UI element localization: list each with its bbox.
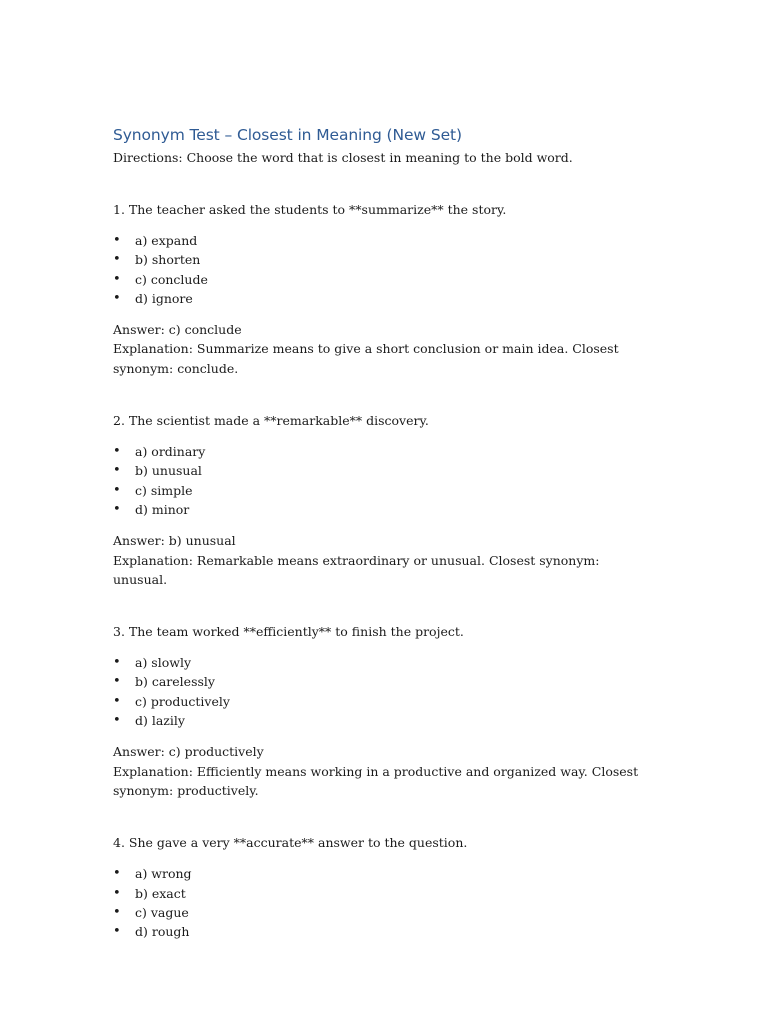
option-item [113,884,653,903]
option-label: b) exact [135,885,186,901]
option-label: a) slowly [135,655,191,671]
bullet-icon: • [113,252,121,268]
question-text: 3. The team worked **efficiently** to finish the project. [113,624,464,640]
question-4 [113,833,653,941]
answer-text: Answer: c) conclude [113,322,242,338]
option-list [113,231,653,308]
option-label: c) productively [135,693,230,709]
bullet-icon: • [113,885,121,901]
bullet-icon: • [113,655,121,671]
option-item [113,500,653,519]
bullet-icon: • [113,693,121,709]
option-label: d) lazily [135,713,185,729]
directions-text: Directions: Choose the word that is closest in meaning to the bold word. [113,150,573,165]
bullet-icon: • [113,904,121,920]
bullet-icon: • [113,482,121,498]
question-text: 2. The scientist made a **remarkable** discovery. [113,413,429,429]
option-label: d) ignore [135,290,193,306]
document-page [113,124,653,941]
option-list [113,442,653,519]
option-label: b) unusual [135,463,202,479]
bullet-icon: • [113,444,121,460]
option-label: c) simple [135,482,193,498]
bullet-icon: • [113,271,121,287]
option-item [113,461,653,480]
option-label: c) vague [135,904,189,920]
option-item [113,289,653,308]
option-label: a) wrong [135,866,192,882]
explanation-text: Explanation: Remarkable means extraordinary or unusual. Closest synonym: unusual. [113,552,600,587]
answer-text: Answer: c) productively [113,744,264,760]
bullet-icon: • [113,866,121,882]
bullet-icon: • [113,924,121,940]
answer-block [113,531,653,589]
bullet-icon: • [113,290,121,306]
option-item [113,711,653,730]
option-label: a) expand [135,233,198,248]
question-2 [113,411,653,589]
option-label: d) rough [135,924,190,940]
bullet-icon: • [113,674,121,690]
answer-block [113,742,653,800]
answer-block [113,320,653,378]
option-item [113,653,653,672]
option-label: a) ordinary [135,444,206,460]
bullet-icon: • [113,463,121,479]
option-item [113,672,653,691]
option-item [113,922,653,941]
option-item [113,250,653,269]
option-label: b) carelessly [135,674,215,690]
option-label: c) conclude [135,271,208,287]
question-text: 4. She gave a very **accurate** answer to the question. [113,835,468,851]
option-item [113,692,653,711]
option-item [113,442,653,461]
explanation-text: Explanation: Efficiently means working in a productive and organized way. Closest synonym: productively. [113,763,639,798]
option-list [113,864,653,941]
question-text: 1. The teacher asked the students to **summarize** the story. [113,202,507,217]
option-item [113,481,653,500]
bullet-icon: • [113,233,121,248]
bullet-icon: • [113,501,121,517]
bullet-icon: • [113,713,121,729]
question-3 [113,622,653,800]
option-label: b) shorten [135,252,201,268]
option-item [113,864,653,883]
option-item [113,270,653,289]
option-list [113,653,653,730]
question-1 [113,200,653,378]
document-title: Synonym Test – Closest in Meaning (New Set) [113,126,462,144]
explanation-text: Explanation: Summarize means to give a short conclusion or main idea. Closest synonym: conclude. [113,341,619,376]
option-item [113,231,653,250]
option-item [113,903,653,922]
option-label: d) minor [135,501,190,517]
answer-text: Answer: b) unusual [113,533,236,549]
